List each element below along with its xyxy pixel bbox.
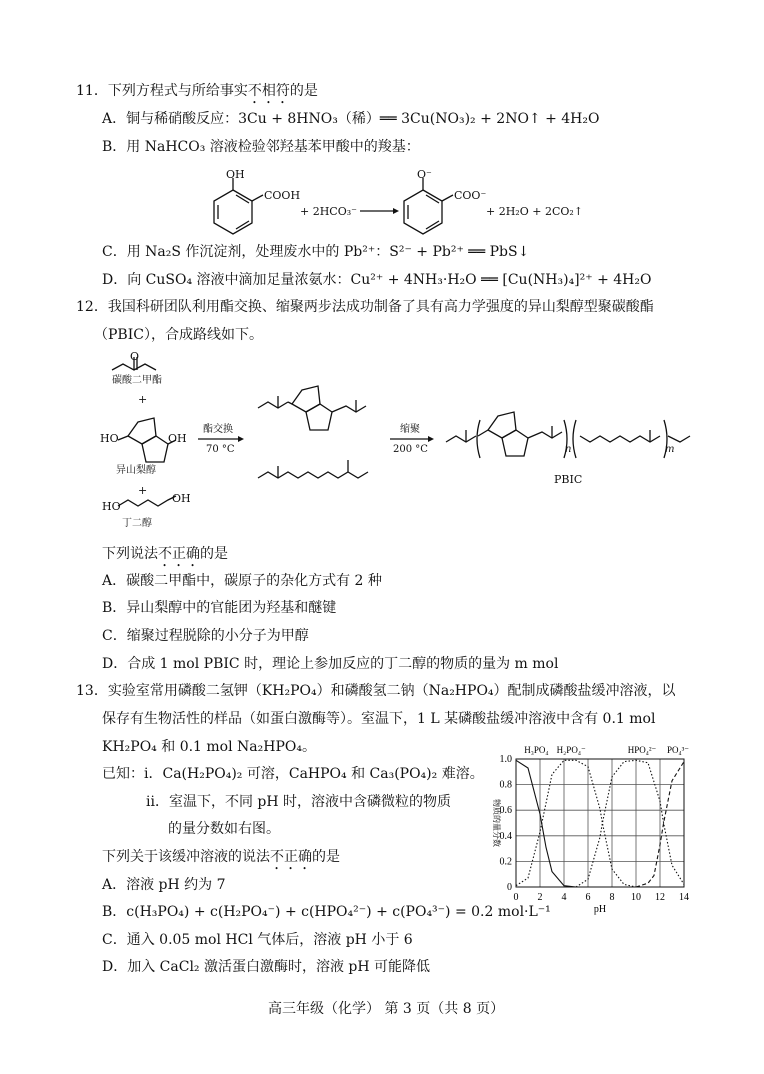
label-temp-70: 70 °C <box>206 444 235 455</box>
x-tick-label: 0 <box>513 892 519 903</box>
intermediate-isosorbide-dicarbonate <box>258 386 366 430</box>
q13-option-d[interactable]: D．加入 CaCl₂ 激活蛋白激酶时，溶液 pH 可能降低 <box>102 959 431 975</box>
oh-label: OH <box>226 168 245 181</box>
y-tick-label: 0.4 <box>499 830 512 842</box>
subscript-n: n <box>565 444 572 455</box>
x-tick-label: 12 <box>655 892 665 903</box>
q12-option-a[interactable]: A．碳酸二甲酯中，碳原子的杂化方式有 2 种 <box>102 573 382 589</box>
q13-stem-line1: 13．实验室常用磷酸二氢钾（KH₂PO₄）和磷酸氢二钠（Na₂HPO₄）配制成磷酸盐缓冲溶液，以 <box>76 683 676 699</box>
footer-text: 高三年级（化学） 第 3 页（共 8 页） <box>268 1001 505 1017</box>
plus-sign: + <box>138 393 148 406</box>
bicarbonate-label: + 2HCO₃⁻ <box>300 205 357 218</box>
series-label: HPO₄²⁻ <box>627 745 657 755</box>
label-pbic: PBIC <box>554 473 583 486</box>
x-tick-label: 4 <box>561 892 567 903</box>
q13-known-2: ii．室温下，不同 pH 时，溶液中含磷微粒的物质 <box>146 794 452 810</box>
series-line-2 <box>576 760 684 887</box>
x-tick-label: 8 <box>609 892 615 903</box>
label-transesterification: 酯交换 <box>203 424 233 435</box>
x-tick-label: 2 <box>537 892 543 903</box>
y-axis-label: 物质的量分数 <box>492 799 501 847</box>
q13-option-c[interactable]: C．通入 0.05 mol HCl 气体后，溶液 pH 小于 6 <box>102 932 413 948</box>
q13-stem-line3: KH₂PO₄ 和 0.1 mol Na₂HPO₄。 <box>102 739 316 755</box>
q13-known-3: 的量分数如右图。 <box>168 821 280 837</box>
q12-stem-line2: （PBIC），合成路线如下。 <box>94 327 263 343</box>
q13-option-b[interactable]: B．c(H₃PO₄) + c(H₂PO₄⁻) + c(HPO₄²⁻) + c(PO₄³⁻) = 0.2 mol·L⁻¹ <box>102 904 551 920</box>
label-isosorbide: 异山梨醇 <box>116 465 156 476</box>
series-label: PO₄³⁻ <box>666 745 690 755</box>
oh-label: OH <box>168 432 187 445</box>
intermediate-butanediol-dicarbonate <box>258 460 368 478</box>
q13-stem-line2: 保存有生物活性的样品（如蛋白激酶等）。室温下，1 L 某磷酸盐缓冲溶液中含有 0.1 mol <box>102 711 656 727</box>
y-tick-label: 0 <box>507 882 512 893</box>
x-axis-label: pH <box>593 904 607 915</box>
x-tick-label: 6 <box>585 892 591 903</box>
q12-stem-line1: 12．我国科研团队利用酯交换、缩聚两步法成功制备了具有高力学强度的异山梨醇型聚碳酸酯 <box>76 299 654 315</box>
ho-label: HO <box>102 500 121 513</box>
y-tick-label: 0.6 <box>499 805 512 817</box>
q13-known-1: 已知：i．Ca(H₂PO₄)₂ 可溶，CaHPO₄ 和 Ca₃(PO₄)₂ 难溶。 <box>102 766 484 782</box>
q12-question: 下列说法不正确的是 <box>102 546 228 562</box>
plus-sign: + <box>138 484 148 497</box>
oh-label: OH <box>172 492 191 505</box>
series-label: H₃PO₄ <box>524 745 549 755</box>
x-tick-label: 10 <box>631 892 641 903</box>
q13-option-a[interactable]: A．溶液 pH 约为 7 <box>102 877 226 893</box>
subscript-m: m <box>665 444 675 455</box>
q12-option-d[interactable]: D．合成 1 mol PBIC 时，理论上参加反应的丁二醇的物质的量为 m mol <box>102 656 559 672</box>
y-tick-label: 0.2 <box>499 856 512 868</box>
o-minus-label: O⁻ <box>417 168 432 181</box>
benzene-ring-right <box>404 190 442 234</box>
x-tick-label: 14 <box>679 892 689 903</box>
q11-option-a[interactable]: A．铜与稀硝酸反应：3Cu + 8HNO₃（稀）══ 3Cu(NO₃)₂ + 2NO↑ + 4H₂O <box>102 111 600 127</box>
q11-stem: 11．下列方程式与所给事实不相符的是 <box>76 83 318 99</box>
q11-option-d[interactable]: D．向 CuSO₄ 溶液中滴加足量浓氨水：Cu²⁺ + 4NH₃·H₂O ══ [Cu(NH₃)₄]²⁺ + 4H₂O <box>102 272 652 288</box>
butanediol-structure <box>118 496 176 506</box>
q11-option-b[interactable]: B．用 NaHCO₃ 溶液检验邻羟基苯甲酸中的羧基： <box>102 139 420 155</box>
phosphate-distribution-chart <box>478 735 728 925</box>
q11-option-c[interactable]: C．用 Na₂S 作沉淀剂，处理废水中的 Pb²⁺：S²⁻ + Pb²⁺ ══ PbS↓ <box>102 244 530 260</box>
y-tick-label: 0.8 <box>499 779 512 791</box>
label-butanediol: 丁二醇 <box>122 518 152 529</box>
y-tick-label: 1.0 <box>499 754 512 765</box>
label-dimethyl-carbonate: 碳酸二甲酯 <box>112 375 162 386</box>
q12-option-b[interactable]: B．异山梨醇中的官能团为羟基和醚键 <box>102 600 337 616</box>
series-line-0 <box>516 760 576 887</box>
q12-option-c[interactable]: C．缩聚过程脱除的小分子为甲醇 <box>102 628 309 644</box>
benzene-ring-left <box>214 190 252 234</box>
series-line-1 <box>516 760 636 887</box>
cooh-label: COOH <box>264 189 301 202</box>
label-polycondensation: 缩聚 <box>400 424 420 435</box>
coo-minus-label: COO⁻ <box>454 189 487 202</box>
o-atom: O <box>130 350 140 363</box>
page-footer <box>268 1000 504 1018</box>
series-label: H₂PO₄⁻ <box>556 745 586 755</box>
products-label: + 2H₂O + 2CO₂↑ <box>486 205 584 218</box>
ho-label: HO <box>100 432 119 445</box>
q13-question: 下列关于该缓冲溶液的说法不正确的是 <box>102 849 340 865</box>
label-temp-200: 200 °C <box>393 444 428 455</box>
